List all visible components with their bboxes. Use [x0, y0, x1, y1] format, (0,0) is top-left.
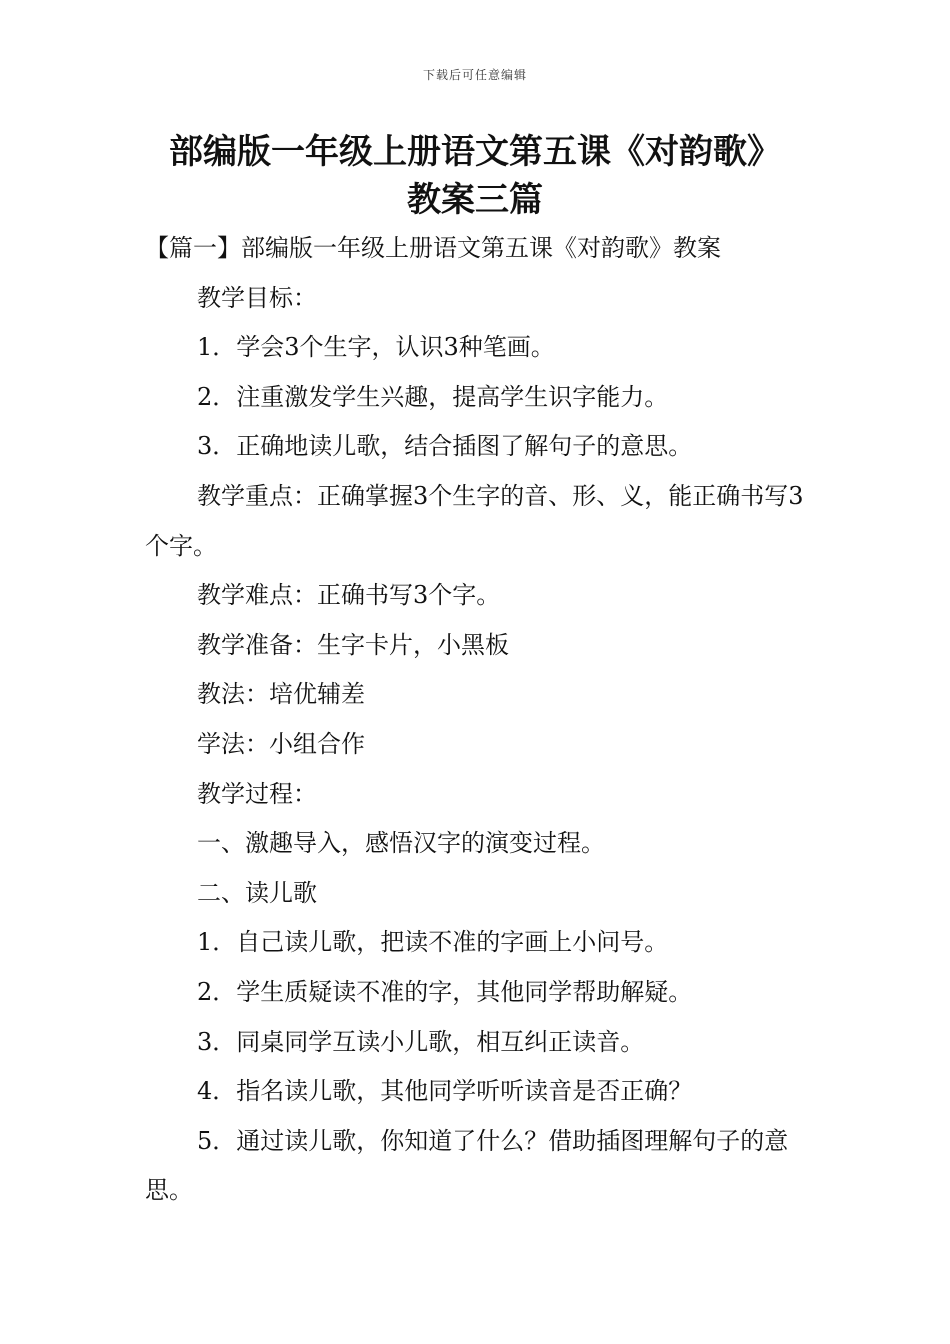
paragraph-preparation: 教学准备：生字卡片，小黑板 — [197, 630, 509, 659]
document-body — [145, 224, 815, 1216]
paragraph-read-2: 2．学生质疑读不准的字，其他同学帮助解疑。 — [197, 977, 693, 1006]
paragraph-step-1: 一、激趣导入，感悟汉字的演变过程。 — [197, 829, 605, 858]
paragraph-step-2: 二、读儿歌 — [197, 878, 317, 907]
paragraph-goal-1: 1．学会3个生字，认识3种笔画。 — [197, 333, 555, 362]
paragraph-process: 教学过程： — [197, 779, 317, 808]
section-heading: 【篇一】部编版一年级上册语文第五课《对韵歌》教案 — [145, 234, 721, 262]
document-title — [100, 128, 850, 224]
paragraph-key-points: 教学重点：正确掌握3个生字的音、形、义，能正确书写3个字。 — [145, 481, 804, 560]
paragraph-read-1: 1．自己读儿歌，把读不准的字画上小问号。 — [197, 928, 669, 957]
paragraph-difficulties: 教学难点：正确书写3个字。 — [197, 581, 501, 610]
paragraph-goal-2: 2．注重激发学生兴趣，提高学生识字能力。 — [197, 382, 669, 411]
paragraph-read-4: 4．指名读儿歌，其他同学听听读音是否正确？ — [197, 1077, 693, 1106]
paragraph-teaching-method: 教法：培优辅差 — [197, 680, 365, 709]
paragraph-learning-method: 学法：小组合作 — [197, 729, 365, 758]
title-line-2: 教案三篇 — [407, 180, 543, 220]
paragraph-teaching-goals: 教学目标： — [197, 283, 317, 312]
paragraph-read-3: 3．同桌同学互读小儿歌，相互纠正读音。 — [197, 1027, 645, 1056]
title-line-1: 部编版一年级上册语文第五课《对韵歌》 — [169, 132, 781, 172]
paragraph-read-5: 5．通过读儿歌，你知道了什么？借助插图理解句子的意思。 — [145, 1126, 789, 1205]
paragraph-goal-3: 3．正确地读儿歌，结合插图了解句子的意思。 — [197, 432, 693, 461]
header-note: 下载后可任意编辑 — [422, 68, 527, 82]
